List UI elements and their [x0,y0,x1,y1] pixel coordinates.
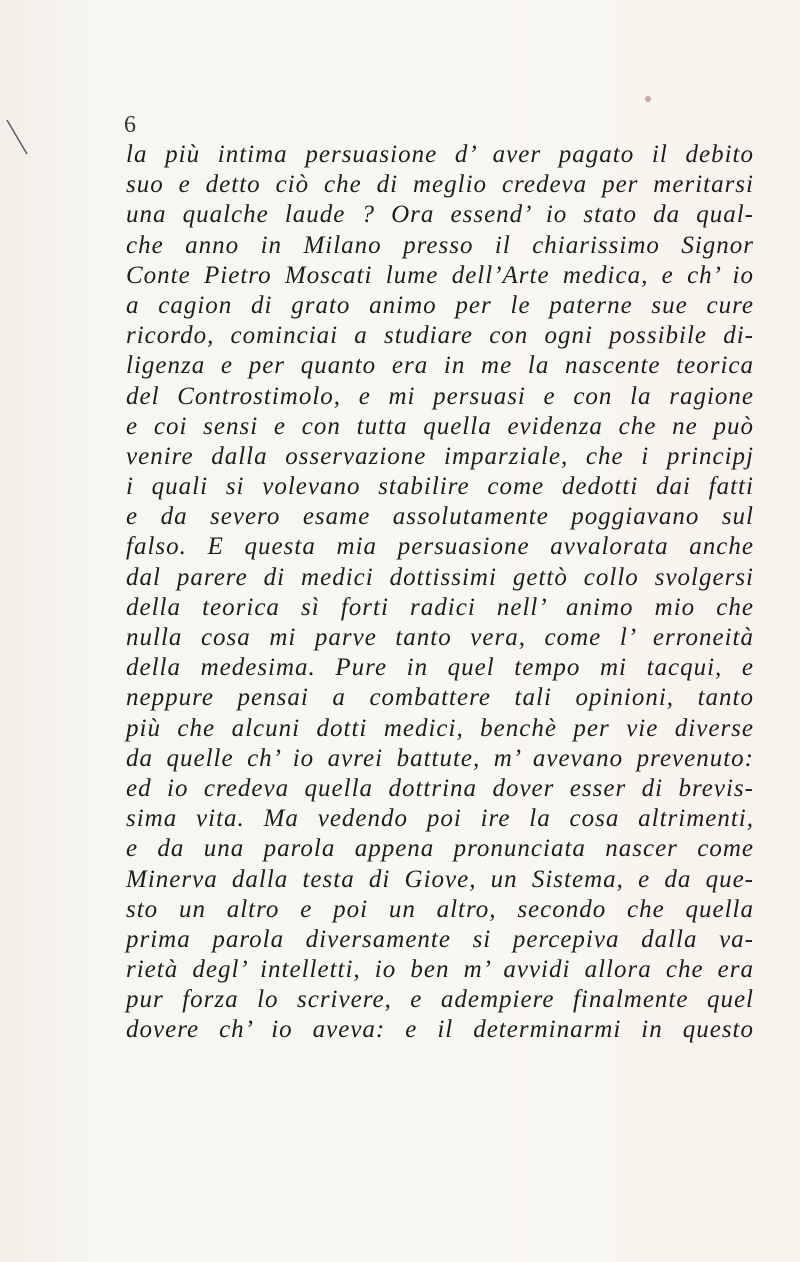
text-line: Minerva dalla testa di Giove, un Sistema, e da que- [126,865,754,893]
text-line: venire dalla osservazione imparziale, che i principj [126,442,754,470]
text-line: sto un altro e poi un altro, secondo che quella [126,895,754,923]
text-line: ed io credeva quella dottrina dover esser di brevis- [126,774,754,802]
text-line: dovere ch’ io aveva: e il determinarmi in questo [126,1016,754,1044]
text-line: pur forza lo scrivere, e adempiere finalmente quel [126,986,754,1014]
margin-pencil-mark [5,118,33,158]
text-line: sima vita. Ma vedendo poi ire la cosa altrimenti, [126,805,754,833]
text-line: della medesima. Pure in quel tempo mi tacqui, e [126,654,754,682]
text-line: che anno in Milano presso il chiarissimo Signor [126,231,754,259]
text-line: neppure pensai a combattere tali opinioni, tanto [126,684,754,712]
text-line: suo e detto ciò che di meglio credeva per meritarsi [126,171,754,199]
text-line: e coi sensi e con tutta quella evidenza che ne può [126,412,754,440]
text-line: i quali si volevano stabilire come dedotti dai fatti [126,473,754,501]
page-number: 6 [124,112,136,138]
text-line: dal parere di medici dottissimi gettò collo svolgersi [126,563,754,591]
text-line: ligenza e per quanto era in me la nascente teorica [126,352,754,380]
text-line: una qualche laude ? Ora essend’ io stato da qual- [126,201,754,229]
text-line: nulla cosa mi parve tanto vera, come l’ erroneità [126,624,754,651]
text-line: più che alcuni dotti medici, benchè per vie diverse [126,714,754,742]
text-line: della teorica sì forti radici nell’ animo mio che [126,593,754,621]
text-line: del Controstimolo, e mi persuasi e con la ragione [126,382,754,410]
text-line: falso. E questa mia persuasione avvalorata anche [126,533,754,561]
text-line: e da severo esame assolutamente poggiavano sul [126,503,754,531]
text-line: prima parola diversamente si percepiva dalla va- [126,925,754,953]
body-text [126,140,754,1046]
text-line: ricordo, cominciai a studiare con ogni possibile di- [126,322,754,350]
text-line: a cagion di grato animo per le paterne sue cure [126,291,754,319]
text-line: la più intima persuasione d’ aver pagato il debito [126,141,754,168]
text-line: Conte Pietro Moscati lume dell’Arte medica, e ch’ io [126,261,754,289]
text-line: e da una parola appena pronunciata nascer come [126,835,754,863]
text-line: rietà degl’ intelletti, io ben m’ avvidi allora che era [126,956,754,984]
paper-stain [645,96,651,102]
text-line: da quelle ch’ io avrei battute, m’ avevano prevenuto: [126,744,754,772]
